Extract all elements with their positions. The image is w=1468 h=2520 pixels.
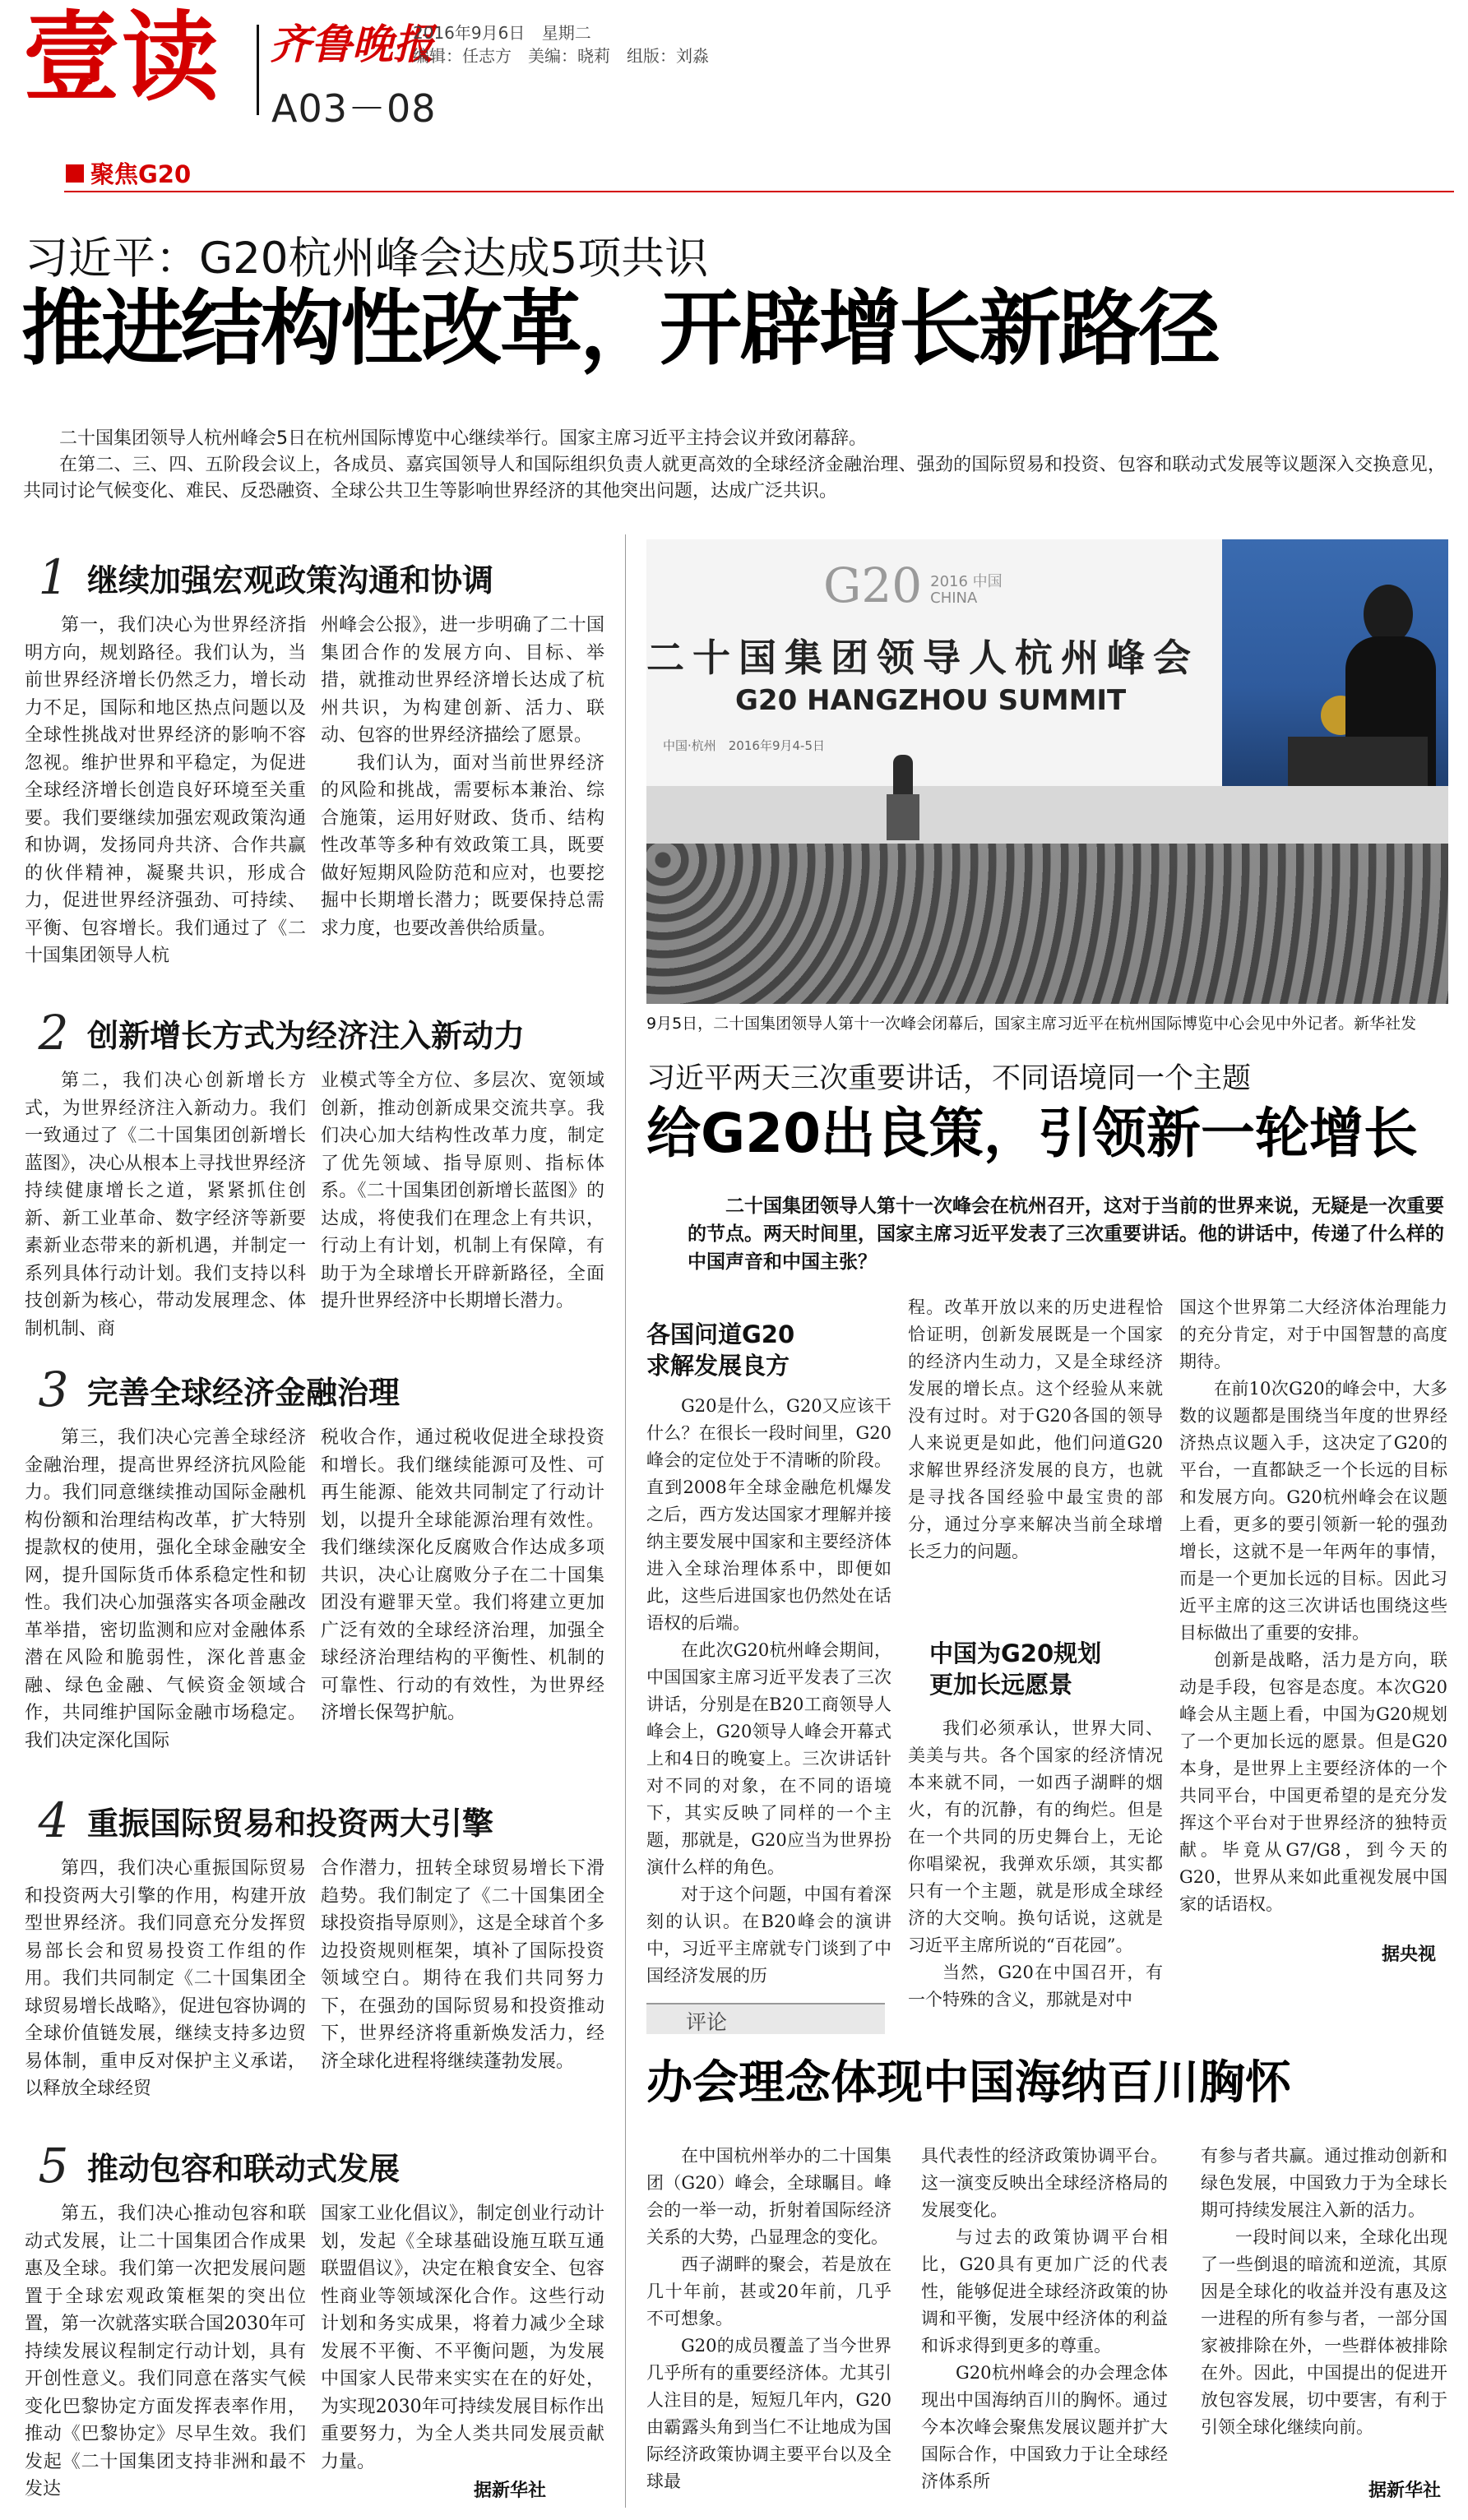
feature-col-3-p2: 在前10次G20的峰会中，大多数的议题都是围绕当年度的世界经济热点议题入手，这决定了G20的平台，一直都缺乏一个长远的目标和发展方向。G20杭州峰会在议题上看，更多的要引领新一轮的强劲增长，这就不是一年两年的事情，而是一个更加长远的目标。因此习近平主席的这三次讲话也围绕这些目标做出了重要的安排。 [1179, 1379, 1447, 1643]
section-2-col-a [25, 1067, 306, 1371]
g20-logo-year: 2016 中国 [930, 573, 1003, 590]
main-stage [646, 786, 1448, 844]
comment-col-1-p2: 西子湖畔的聚会，若是放在几十年前，甚或20年前，几乎不可想象。 [646, 2254, 891, 2328]
section-4-col-b [321, 1855, 604, 2102]
section-4-title [33, 1792, 493, 1848]
section-2-col-a-text: 第二，我们决心创新增长方式，为世界经济注入新动力。我们一致通过了《二十国集团创新增长蓝图》，决心从根本上寻找世界经济持续健康增长之道，紧紧抓住创新、新工业革命、数字经济等新要素新业态带来的新机遇，并制定一系列具体行动计划。我们支持以科技创新为核心，带动发展理念、体制机制、商 [25, 1070, 306, 1339]
press-conference-photo [646, 539, 1448, 1004]
section-3-col-b-text: 税收合作，通过税收促进全球投资和增长。我们继续能源可及性、可再生能源、能效共同制定了行动计划，以提升全球能源治理有效性。我们继续深化反腐败合作达成多项共识，决心让腐败分子在二十国集团没有避罪天堂。我们将建立更加广泛有效的全球经济治理，加强全球经济治理结构的平衡性、机制的可靠性、行动的有效性，为世界经济增长保驾护航。 [321, 1427, 604, 1723]
section-5-heading: 推动包容和联动式发展 [87, 2150, 401, 2187]
comment-col-3-p1: 有参与者共赢。通过推动创新和绿色发展，中国致力于为全球长期可持续发展注入新的活力。 [1201, 2146, 1447, 2220]
banner-title-cn: 二十国集团领导人杭州峰会 [646, 636, 1199, 680]
banner-city-date: 中国·杭州 2016年9月4-5日 [663, 738, 825, 753]
feature-col-3 [1179, 1294, 1447, 1935]
section-3-col-a [25, 1424, 306, 1768]
feature-col-1-p3: 对于这个问题，中国有着深刻的认识。在B20峰会的演讲中，习近平主席就专门谈到了中国经济发展的历 [646, 1884, 891, 1986]
lead-intro-p2: 在第二、三、四、五阶段会议上，各成员、嘉宾国领导人和国际组织负责人就更高效的全球经济金融治理、强劲的国际贸易和投资、包容和联动式发展等议题深入交换意见，共同讨论气候变化、难民、反恐融资、全球公共卫生等影响世界经济的其他突出问题，达成广泛共识。 [23, 455, 1446, 502]
feature-col-3-p1: 国这个世界第二大经济体治理能力的充分肯定，对于中国智慧的高度期待。 [1179, 1297, 1447, 1371]
section-5-title [33, 2138, 400, 2194]
lead-headline: 推进结构性改革，开辟增长新路径 [21, 280, 1218, 377]
focus-text: 聚焦G20 [90, 160, 192, 188]
focus-rule [64, 191, 1454, 192]
date-text: 2016年9月6日 [413, 23, 526, 43]
focus-label [66, 156, 191, 190]
section-1-heading: 继续加强宏观政策沟通和协调 [87, 562, 494, 599]
feature-col-2-p3: 当然，G20在中国召开，有一个特殊的含义，那就是对中 [908, 1963, 1163, 2009]
section-2-title [33, 1005, 525, 1061]
section-5-col-a-text: 第五，我们决心推动包容和联动式发展，让二十国集团合作成果惠及全球。我们第一次把发展问题置于全球宏观政策框架的突出位置，第一次就落实联合国2030年可持续发展议程制定行动计划，具有开创性意义。我们同意在落实气候变化巴黎协定方面发挥表率作用，推动《巴黎协定》尽早生效。我们发起《二十国集团支持非洲和最不发达 [25, 2203, 306, 2499]
section-1-col-b-p1: 州峰会公报》，进一步明确了二十国集团合作的发展方向、目标、举措，就推动世界经济增长达成了杭州共识，为构建创新、活力、联动、包容的世界经济描绘了愿景。 [321, 615, 604, 746]
lead-intro-p1: 二十国集团领导人杭州峰会5日在杭州国际博览中心继续举行。国家主席习近平主持会议并致闭幕辞。 [59, 428, 868, 449]
section-4-col-a-text: 第四，我们决心重振国际贸易和投资两大引擎的作用，构建开放型世界经济。我们同意充分发挥贸易部长会和贸易投资工作组的作用。我们共同制定《二十国集团全球贸易增长战略》，促进包容协调的全球价值链发展，继续支持多边贸易体制，重申反对保护主义承诺，以释放全球经贸 [25, 1858, 306, 2099]
section-5-col-b [321, 2200, 604, 2471]
comment-col-2-p2: 与过去的政策协调平台相比，G20具有更加广泛的代表性，能够促进全球经济政策的协调和平衡，发展中经济体的利益和诉求得到更多的尊重。 [921, 2227, 1168, 2356]
feature-col-2-p2: 我们必须承认，世界大同、美美与共。各个国家的经济情况本来就不同，一如西子湖畔的烟火，有的沉静，有的绚烂。但是在一个共同的历史舞台上，无论你唱梁祝，我弹欢乐颂，其实都只有一个主题，就是形成全球经济的大交响。换句话说，这就是习近平主席所说的“百花园”。 [908, 1718, 1163, 1955]
section-2-number: 2 [38, 1005, 69, 1061]
comment-col-1-p3: G20的成员覆盖了当今世界几乎所有的重要经济体。尤其引人注目的是，短短几年内，G20由霸露头角到当仁不让地成为国际经济政策协调主要平台以及全球最 [646, 2336, 891, 2491]
section-name: 壹读 [23, 1, 221, 114]
focus-marker [66, 164, 84, 183]
feature-col-2-bottom [908, 1715, 1163, 2009]
masthead-divider [257, 25, 259, 115]
g20-logo-country: CHINA [930, 590, 978, 607]
comment-col-2 [921, 2143, 1168, 2508]
inset-closeup [1222, 539, 1448, 786]
banner-title-en: G20 HANGZHOU SUMMIT [735, 684, 1127, 717]
feature-headline: 给G20出良策，引领新一轮增长 [646, 1102, 1419, 1165]
weekday-text: 星期二 [541, 23, 591, 43]
section-3-col-b [321, 1424, 604, 1768]
section-5-col-a [25, 2200, 306, 2504]
feature-col-2-p1: 程。改革开放以来的历史进程恰恰证明，创新发展既是一个国家的经济内生动力，又是全球经济发展的增长点。这个经验从来就没有过时。对于G20各国的领导人来说更是如此，他们问道G20求解世界经济发展的良方，也就是寻找各国经验中最宝贵的部分，通过分享来解决当前全球增长乏力的问题。 [908, 1297, 1163, 1561]
comment-label-bar [646, 2003, 885, 2034]
feature-col-2-top [908, 1294, 1163, 1626]
audience [646, 844, 1448, 1004]
comment-col-1-p1: 在中国杭州举办的二十国集团（G20）峰会，全球瞩目。峰会的一举一动，折射着国际经济关系的大势，凸显理念的变化。 [646, 2146, 891, 2247]
section-5-col-b-text: 国家工业化倡议》，制定创业行动计划，发起《全球基础设施互联互通联盟倡议》，决定在粮食安全、包容性商业等领域深化合作。这些行动计划和务实成果，将着力减少全球发展不平衡、不平衡问题，为发展中国家人民带来实实在在的好处，为实现2030年可持续发展目标作出重要努力，为全人类共同发展贡献力量。 [321, 2203, 604, 2472]
comment-headline: 办会理念体现中国海纳百川胸怀 [646, 2056, 1291, 2110]
comment-col-2-p1: 具代表性的经济政策协调平台。这一演变反映出全球经济格局的发展变化。 [921, 2146, 1168, 2220]
section-1-number: 1 [38, 549, 69, 605]
section-4-col-b-text: 合作潜力，扭转全球贸易增长下滑趋势。我们制定了《二十国集团全球投资指导原则》，这是全球首个多边投资规则框架，填补了国际投资领域空白。期待在我们共同努力下，在强劲的国际贸易和投资推动下，世界经济将重新焕发活力，经济全球化进程将继续蓬勃发展。 [321, 1858, 604, 2072]
section-1-title [33, 549, 493, 605]
section-5-number: 5 [38, 2138, 69, 2194]
feature-col-1-p2: 在此次G20杭州峰会期间，中国国家主席习近平发表了三次讲话，分别是在B20工商领导人峰会上，G20领导人峰会开幕式上和4日的晚宴上。三次讲话针对不同的对象，在不同的语境下，其实反映了同样的一个主题，那就是，G20应当为世界扮演什么样的角色。 [646, 1640, 891, 1877]
section-1-col-a-text: 第一，我们决心为世界经济指明方向，规划路径。我们认为，当前世界经济增长仍然乏力，增长动力不足，国际和地区热点问题以及全球性挑战对世界经济的影响不容忽视。维护世界和平稳定，为促进全球经济增长创造良好环境至关重要。我们要继续加强宏观政策沟通和协调，发扬同舟共济、合作共赢的伙伴精神，凝聚共识，形成合力，促进世界经济强劲、可持续、平衡、包容增长。我们通过了《二十国集团领导人杭 [25, 615, 306, 966]
comment-label: 评论 [686, 2010, 728, 2034]
section-2-heading: 创新增长方式为经济注入新动力 [87, 1017, 526, 1054]
feature-col-3-p3: 创新是战略，活力是方向，联动是手段，包容是态度。本次G20峰会从主题上看，中国为G20规划了一个更加长远的愿景。但是G20本身，是世界上主要经济体的一个共同平台，中国更希望的是充分发挥这个平台对于世界经济的独特贡献。毕竟从G7/G8，到今天的G20，世界从来如此重视发展中国家的话语权。 [1179, 1650, 1447, 1914]
lectern [887, 794, 919, 840]
feature-subhead-1: 各国问道G20 求解发展良方 [646, 1320, 795, 1380]
feature-subhead-2: 中国为G20规划 更加长远愿景 [929, 1639, 1102, 1699]
comment-col-3-p2: 一段时间以来，全球化出现了一些倒退的暗流和逆流，其原因是全球化的收益并没有惠及这一进程的所有参与者，一部分国家被排除在外，一些群体被排除在外。因此，中国提出的促进开放包容发展，切中要害，有利于引领全球化继续向前。 [1201, 2227, 1447, 2437]
comment-source: 据新华社 [1368, 2481, 1442, 2501]
column-divider [625, 534, 626, 2508]
lead-kicker: 习近平：G20杭州峰会达成5项共识 [25, 234, 709, 284]
section-3-heading: 完善全球经济金融治理 [87, 1374, 401, 1411]
section-3-number: 3 [38, 1362, 69, 1417]
lead-intro [23, 426, 1446, 516]
section-1-col-b-p2: 我们认为，面对当前世界经济的风险和挑战，需要标本兼治、综合施策，运用好财政、货币、结构性改革等多种有效政策工具，既要做好短期风险防范和应对，也要挖掘中长期增长潜力；既要保持总需求力度，也要改善供给质量。 [321, 752, 604, 939]
feature-col-1-p1: G20是什么，G20又应该干什么？在很长一段时间里，G20峰会的定位处于不清晰的阶段。直到2008年全球金融危机爆发之后，西方发达国家才理解并接纳主要发展中国家和主要经济体进入全球治理体系中，即便如此，这些后进国家也仍然处在话语权的后端。 [646, 1396, 891, 1633]
newspaper-name: 齐鲁晚报 [270, 20, 434, 68]
section-2-col-b [321, 1067, 604, 1371]
photo-caption: 9月5日，二十国集团领导人第十一次峰会闭幕后，国家主席习近平在杭州国际博览中心会见中外记者。新华社发 [646, 1015, 1417, 1033]
closeup-podium [1288, 737, 1428, 786]
section-4-heading: 重振国际贸易和投资两大引擎 [87, 1805, 494, 1842]
g20-logo-text: G20 [823, 557, 923, 613]
issue-date [413, 20, 591, 44]
feature-col-1 [646, 1393, 891, 1986]
feature-source: 据央视 [1382, 1944, 1437, 1965]
closeup-head [1364, 585, 1413, 644]
comment-col-3 [1201, 2143, 1447, 2476]
section-4-col-a [25, 1855, 306, 2102]
section-3-col-a-text: 第三，我们决心完善全球经济金融治理，提高世界经济抗风险能力。我们同意继续推动国际金融机构份额和治理结构改革，扩大特别提款权的使用，强化全球金融安全网，提升国际货币体系稳定性和韧性。我们决心加强落实各项金融改革举措，密切监测和应对金融体系潜在风险和脆弱性，深化普惠金融、绿色金融、气候资金领域合作，共同维护国际金融市场稳定。我们决定深化国际 [25, 1427, 306, 1751]
masthead [0, 0, 1468, 188]
comment-col-1 [646, 2143, 891, 2508]
section-1-col-a [25, 612, 306, 982]
g20-logo [823, 557, 1003, 613]
staff-credits: 编辑：任志方 美编：晓莉 组版：刘淼 [413, 46, 709, 66]
section-5-source: 据新华社 [474, 2481, 547, 2501]
section-3-title [33, 1362, 400, 1417]
feature-kicker: 习近平两天三次重要讲话，不同语境同一个主题 [646, 1062, 1252, 1095]
feature-intro: 二十国集团领导人第十一次峰会在杭州召开，这对于当前的世界来说，无疑是一次重要的节点。两天时间里，国家主席习近平发表了三次重要讲话。他的讲话中，传递了什么样的中国声音和中国主张？ [688, 1195, 1444, 1273]
page-number: A03－08 [271, 86, 437, 131]
section-2-col-b-text: 业模式等全方位、多层次、宽领域创新，推动创新成果交流共享。我们决心加大结构性改革力度，制定了优先领域、指导原则、指标体系。《二十国集团创新增长蓝图》的达成，将使我们在理念上有共识，行动上有计划，机制上有保障，有助于为全球增长开辟新路径，全面提升世界经济中长期增长潜力。 [321, 1070, 604, 1311]
section-4-number: 4 [38, 1792, 69, 1848]
section-1-col-b [321, 612, 604, 982]
comment-col-2-p3: G20杭州峰会的办会理念体现出中国海纳百川的胸怀。通过今本次峰会聚焦发展议题并扩大国际合作，中国致力于让全球经济体系所 [921, 2363, 1168, 2491]
